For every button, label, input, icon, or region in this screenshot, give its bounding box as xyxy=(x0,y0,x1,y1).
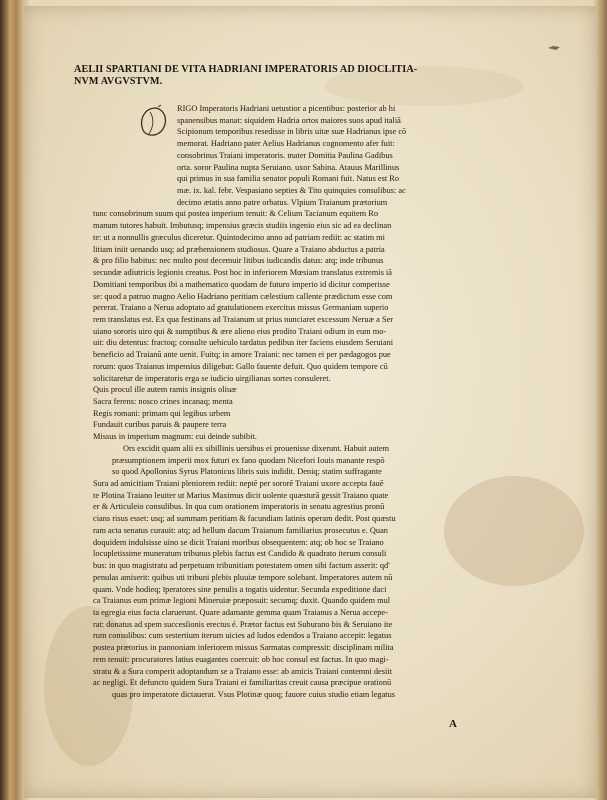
signature-mark: A xyxy=(449,718,457,730)
text-line: manum tutores habuit. Imbutusq; impensius græcis studiis ingenio eius sic ad ea declinan xyxy=(93,221,392,231)
text-line: tunc consobrinum suum qui postea imperium tenuit: & Celium Tacianum equitem Ro xyxy=(93,209,378,219)
text-line: ram acta senatus curauit: atq; ad bellum dacum Traianum familiarius prosecutus e. Quan xyxy=(93,525,388,535)
text-line: consobrinus Traiani imperatoris. mater Domitia Paulina Gadibus xyxy=(177,150,393,160)
text-line: Domitiani temporibus ibi a mathematico quodam de futuro imperio id dicitur comperisse xyxy=(93,279,390,289)
text-line: quas pro imperatore dictauerat. Vsus Plotinæ quoq; fauore cuius studio etiam legatus xyxy=(112,690,396,699)
text-line: Regis romani: primam qui legibus urbem xyxy=(93,408,231,418)
text-line: stratu & a Sura comperit adoptandum se a Traiano esse: ab amicis Traiani contemni desiit xyxy=(93,666,392,676)
text-line: postea prætorius in pannoniam inferiorem missus Sarmatas compressit: disciplinam milita xyxy=(93,643,394,653)
text-line: & pro filio habitus: nec multo post decemuir litibus iudicandis datus: atq; inde tribunus xyxy=(93,256,384,266)
text-line: rat: donatus ad spem succesſionis erectus é. Prætor factus est Suburano bis & Seruiano ite xyxy=(93,619,393,629)
handwritten-initial-o-icon xyxy=(136,104,172,140)
text-line: RIGO Imperatoris Hadriani uetustior a picentibus: posterior ab hi xyxy=(177,104,396,113)
text-line: Missus in imperium magnum: cui deinde subibit. xyxy=(93,432,257,442)
text-line: beneficio ad Traianū ante uenit. Fuitq; in amore Traiani: nec tamen ei per pædagogos pue xyxy=(93,350,391,360)
text-line: ta egregia eius facta claruerunt. Quare adamante gemma quam Traianus a Nerua accepe- xyxy=(93,607,388,617)
text-line: pererat. Traiano a Nerua adoptato ad gratulationem exercitus missus Germaniam superio xyxy=(93,303,389,313)
text-line: uiano sororis uiro qui & sumptibus & ære alieno eius prodito Traiani odium in eum mo- xyxy=(93,326,387,336)
text-line: so quod Apollonius Syrus Platonicus libris suis indidit. Deniq; statim suffragante xyxy=(112,467,382,477)
text-line: Scipionum temporibus resedisse in libris uitæ suæ Hadrianus ipse cō xyxy=(177,127,407,137)
text-line: se: quod a patruo magno Aelio Hadriano peritiam cælestium callente prædictum esse com xyxy=(93,291,393,301)
text-line: penulas amiserit: quibus uti tribuni plebis pluuiæ tempore solebant. Imperatores autem nū xyxy=(93,572,393,582)
text-line: er & Articuleio consulibus. In qua cum orationem imperatoris in senatu agrestius pronū xyxy=(93,502,385,512)
text-line: rem translatus est. Ex qua festinans ad Traianum ut prius nunciaret excessum Neruæ a Ser xyxy=(93,314,394,324)
text-line: quam. Vnde hodieq; īperatores sine penulis a togatis uidentur. Secunda expeditione daci xyxy=(93,584,387,594)
text-line: qui primus in sua familia senator populi Romani fuit. Natus est Ro xyxy=(177,174,400,184)
text-line: Fundauit curibus paruis & paupere terra xyxy=(93,420,227,430)
text-line: decimo ætatis anno patre orbatus. Vlpium Traianum prætorium xyxy=(177,197,388,207)
text-line: rorum: quos Traianus impensius diligebat: Gallo fauente defuit. Quo quidem tempore cū xyxy=(93,361,388,371)
ink-blot-mark xyxy=(547,45,561,51)
text-line: præsumptionem imperii mox futuri ex fano quodam Nicefori Iouis manante respō xyxy=(112,455,385,465)
text-line: Sura ad amicitiam Traiani pleniorem rediit: neptē per sororē Traiani uxore accepta fauē xyxy=(93,479,384,489)
heading-line-1: AELII SPARTIANI DE VITA HADRIANI IMPERATORIS AD DIOCLITIA- xyxy=(74,64,418,75)
text-line: orta. soror Paulina nupta Seruiano. uxor Sabina. Atauus Marillinus xyxy=(177,162,400,172)
text-line: mæ. ix. kal. febr. Vespasiano septies & Tito quinquies consulibus: ac xyxy=(177,186,406,196)
text-line: ca Traianus eum primæ legioni Mineruiæ præposuit: secumq; duxit. Quando quidem mul xyxy=(93,596,391,606)
text-line: doquidem indulsisse uino se dicit Traiani moribus obsequentem: atq; ob hoc se Traiano xyxy=(93,537,384,547)
text-line: bus: in quo magistratu ad perpetuam tribunitiam potestatem omen sibi factum asserit: qd' xyxy=(93,561,390,571)
text-line: rem tenuit: procuratores latius euagantes coercuit: ob hoc consul est factus. In quo magi- xyxy=(93,654,389,664)
text-line: Sacra ferens: nosco crines incanaq; menta xyxy=(93,397,233,406)
text-line: cians risus esset: usq; ad summam peritiam & facundiam latinis operam dedit. Post quæstu xyxy=(93,514,396,524)
text-line: rum consulibus: cum sestertium iterum uicies ad ludos edendos a Traiano accepit: legatus xyxy=(93,631,392,641)
text-line: ac negligi. Et defuncto quidem Sura Traiani ei familiaritas creuit causa præcipue orationū xyxy=(93,678,392,688)
text-line: te: ut a nonnullis græculus diceretur. Quintodecimo anno ad patriam rediit: ac statim mi xyxy=(93,232,385,242)
text-line: te Plotina Traiano leuiter ut Marius Maximus dicit uolente quæsturā gessit Traiano quate xyxy=(93,490,389,500)
heading-line-2: NVM AVGVSTVM. xyxy=(74,75,163,87)
text-line: locupletissime muneratum tribunus plebis factus est Candido & quadrato iterum consuli xyxy=(93,549,387,559)
text-line: Quis procul ille autem ramis insignis oliuæ xyxy=(93,385,237,395)
text-line: secundæ adiutricis legionis creatus. Post hoc in inferiorem Mœsiam translatus extremis iā xyxy=(93,268,392,278)
text-line: uit: diu detentus: fractoq; consulte uehiculo tardatus pedibus iter faciens eiusdem Seruiani xyxy=(93,338,394,348)
text-line: litiam iniit uenando usq; ad præhensionem studiosus. Quare a Traiano abductus a patria xyxy=(93,244,385,254)
text-line: solicitaretur de imperatoris erga se iudicio uirgilianas sortes consuleret. xyxy=(93,373,331,383)
text-line: Ors excidit quam alii ex sibillinis uersibus ei prouenisse dixerunt. Habuit autem xyxy=(123,443,390,453)
text-line: spanensibus manat: siquidem Hadria ortos maiores suos apud italiā xyxy=(177,115,401,125)
page-heading xyxy=(74,64,574,87)
text-line: memorat. Hadriano pater Aelius Hadrianus cognomento afer fuit: xyxy=(177,139,395,149)
